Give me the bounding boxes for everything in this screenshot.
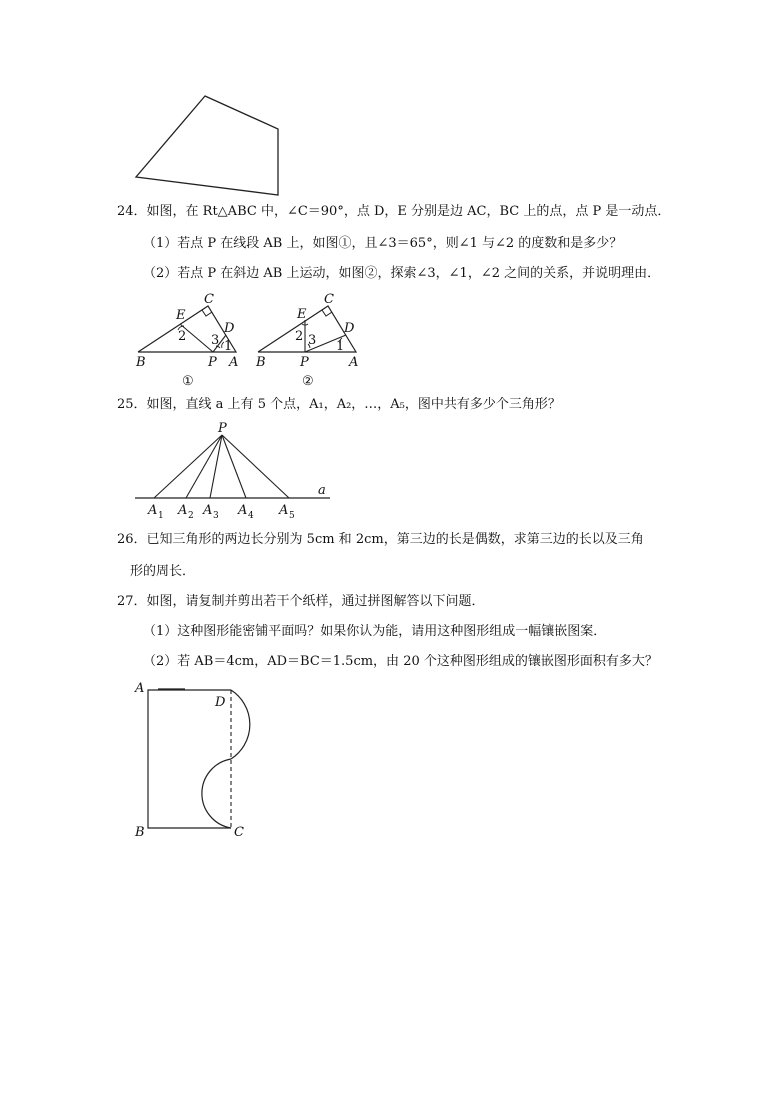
q25-figure [130, 420, 340, 522]
q24-figure-1 [130, 288, 250, 388]
q25-label-a2: A [178, 503, 188, 518]
q25-sub-1: 1 [158, 511, 164, 521]
q27-label-a: A [135, 681, 145, 696]
q27-label-d: D [215, 695, 226, 710]
q24-part1: （1）若点 P 在线段 AB 上，如图①，且∠3＝65°，则∠1 与∠2 的度数和是多少？ [143, 236, 623, 251]
q27-part1: （1）这种图形能密铺平面吗？如果你认为能，请用这种图形组成一幅镶嵌图案． [143, 624, 607, 639]
fig1-label-p: P [208, 355, 217, 370]
fig2-caption: ② [302, 374, 314, 388]
q27-figure [130, 676, 280, 838]
q26-line-2: 形的周长． [130, 564, 196, 579]
q27-label-c: C [234, 825, 244, 838]
q25-label-p: P [218, 421, 227, 436]
q25-label-a3: A [203, 503, 213, 518]
fig2-angle-1: 1 [336, 339, 345, 354]
q25-sub-3: 3 [213, 511, 219, 521]
fig2-label-p: P [300, 355, 309, 370]
q24-figure-2 [250, 288, 370, 388]
q25-sub-5: 5 [289, 511, 295, 521]
q25-sub-4: 4 [248, 511, 254, 521]
fig1-label-b: B [136, 355, 146, 370]
fig2-label-e: E [297, 307, 307, 322]
q27-label-b: B [135, 825, 145, 838]
q25-label-a5: A [279, 503, 289, 518]
q26-line-1: 26．已知三角形的两边长分别为 5cm 和 2cm，第三边的长是偶数，求第三边的长以及三角 [117, 532, 644, 547]
q25-sub-2: 2 [188, 511, 194, 521]
q25-label-a4: A [238, 503, 248, 518]
q25-label-a: a [318, 483, 326, 498]
fig2-angle-2: 2 [295, 329, 304, 344]
fig1-label-d: D [224, 321, 235, 336]
fig2-angle-3: 3 [308, 333, 317, 348]
fig2-label-b: B [256, 355, 266, 370]
q24-stem: 24．如图，在 Rt△ABC 中，∠C＝90°，点 D，E 分别是边 AC，BC 上的点，点 P 是一动点． [117, 204, 671, 219]
fig1-angle-2: 2 [178, 329, 187, 344]
fig1-caption: ① [182, 374, 194, 388]
fig1-angle-3: 3 [211, 333, 220, 348]
fig2-label-d: D [344, 321, 355, 336]
quadrilateral-figure [130, 92, 290, 202]
q25-stem: 25．如图，直线 a 上有 5 个点，A₁，A₂，…，A₅，图中共有多少个三角形？ [117, 397, 561, 412]
fig2-label-c: C [324, 292, 334, 307]
q24-part2: （2）若点 P 在斜边 AB 上运动，如图②，探索∠3，∠1，∠2 之间的关系，并说明理由． [143, 266, 661, 281]
fig2-label-a: A [349, 355, 359, 370]
fig1-label-e: E [176, 308, 186, 323]
fig1-label-c: C [204, 292, 214, 307]
q25-label-a1: A [148, 503, 158, 518]
q27-part2: （2）若 AB＝4cm，AD＝BC＝1.5cm，由 20 个这种图形组成的镶嵌图形面积有多大？ [143, 654, 658, 669]
fig1-label-a: A [229, 355, 239, 370]
fig1-angle-1: 1 [224, 339, 233, 354]
q27-stem: 27．如图，请复制并剪出若干个纸样，通过拼图解答以下问题． [117, 594, 485, 609]
